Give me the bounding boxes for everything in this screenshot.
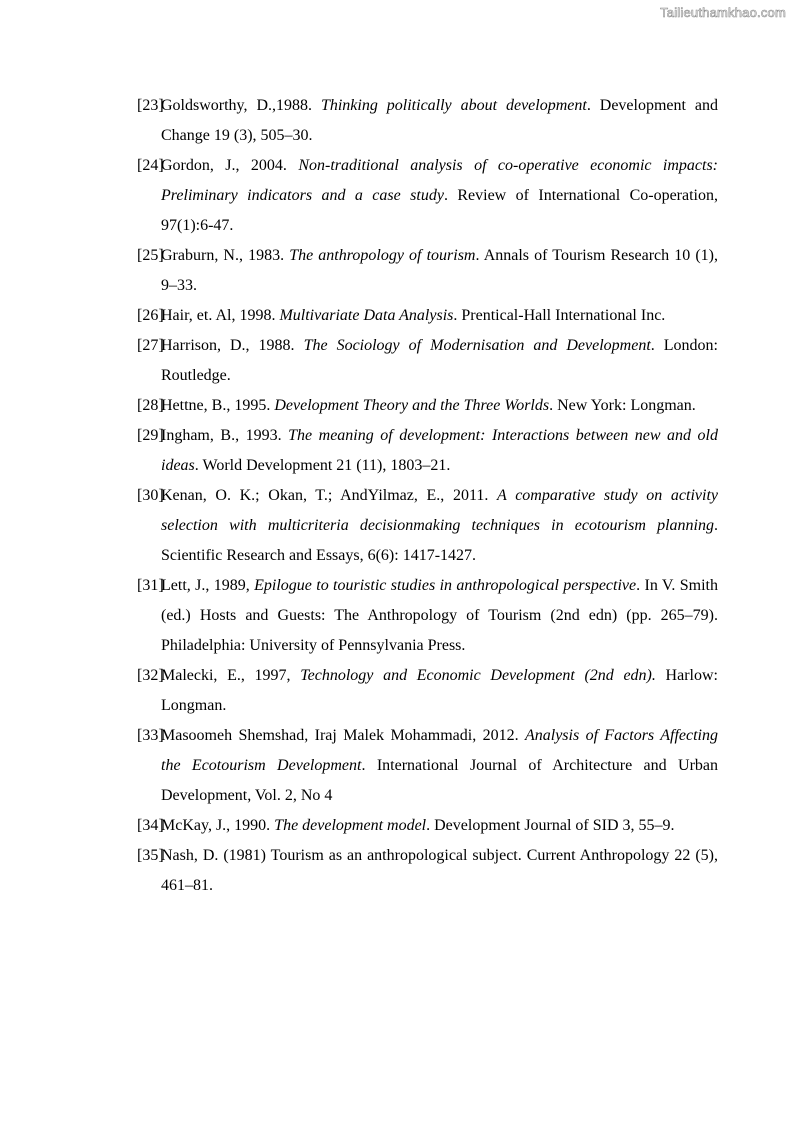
reference-source: . Scientific Research and Essays, 6(6): 1417-1427.: [161, 517, 718, 564]
reference-title: The Sociology of Modernisation and Development: [303, 337, 651, 354]
reference-source: . Development and Change 19 (3), 505–30.: [161, 97, 718, 144]
reference-number: [23]: [137, 97, 164, 114]
reference-title: The anthropology of tourism: [289, 247, 476, 264]
reference-authors: Hettne, B., 1995.: [161, 397, 275, 414]
reference-authors: Masoomeh Shemshad, Iraj Malek Mohammadi, 2012.: [161, 727, 525, 744]
reference-number: [33]: [137, 727, 164, 744]
reference-number: [25]: [137, 247, 164, 264]
reference-title: Multivariate Data Analysis: [279, 307, 454, 324]
reference-authors: Nash, D. (1981) Tourism as an anthropological subject. Current Anthropology 22 (5), 461–81.: [161, 847, 718, 894]
reference-item-23: [137, 91, 718, 151]
reference-list: [137, 91, 718, 901]
reference-title: Development Theory and the Three Worlds: [274, 397, 550, 414]
reference-source: . In V. Smith (ed.) Hosts and Guests: The Anthropology of Tourism (2nd edn) (pp. 265–79). Philadelphia: University of Pennsylvania Press.: [161, 577, 718, 654]
reference-title: Technology and Economic Development (2nd edn).: [300, 667, 656, 684]
reference-number: [30]: [137, 487, 164, 504]
reference-title: Epilogue to touristic studies in anthropological perspective: [254, 577, 637, 594]
reference-source: . Review of International Co-operation, 97(1):6-47.: [161, 187, 718, 234]
reference-item-26: [137, 301, 718, 331]
reference-source: Harlow: Longman.: [161, 667, 718, 714]
reference-number: [32]: [137, 667, 164, 684]
reference-authors: Malecki, E., 1997,: [161, 667, 301, 684]
reference-item-29: [137, 421, 718, 481]
reference-item-30: [137, 481, 718, 571]
reference-item-25: [137, 241, 718, 301]
reference-authors: Graburn, N., 1983.: [161, 247, 290, 264]
reference-authors: Lett, J., 1989,: [161, 577, 255, 594]
reference-title: Analysis of Factors Affecting the Ecotourism Development: [161, 727, 718, 774]
reference-title: A comparative study on activity selection with multicriteria decisionmaking techniques in ecotourism planning: [161, 487, 718, 534]
reference-item-34: [137, 811, 718, 841]
reference-item-32: [137, 661, 718, 721]
reference-authors: Hair, et. Al, 1998.: [161, 307, 280, 324]
reference-authors: Kenan, O. K.; Okan, T.; AndYilmaz, E., 2011.: [161, 487, 498, 504]
reference-number: [29]: [137, 427, 164, 444]
reference-item-35: [137, 841, 718, 901]
reference-number: [26]: [137, 307, 164, 324]
reference-item-33: [137, 721, 718, 811]
reference-source: . International Journal of Architecture and Urban Development, Vol. 2, No 4: [161, 757, 718, 804]
reference-authors: Ingham, B., 1993.: [161, 427, 289, 444]
reference-number: [27]: [137, 337, 164, 354]
reference-source: . World Development 21 (11), 1803–21.: [194, 457, 451, 474]
reference-authors: Gordon, J., 2004.: [161, 157, 299, 174]
reference-source: . Annals of Tourism Research 10 (1), 9–33.: [161, 247, 719, 294]
reference-number: [35]: [137, 847, 164, 864]
reference-title: Thinking politically about development: [320, 97, 587, 114]
reference-item-24: [137, 151, 718, 241]
reference-authors: McKay, J., 1990.: [161, 817, 275, 834]
reference-source: . London: Routledge.: [161, 337, 718, 384]
reference-title: The development model: [274, 817, 427, 834]
reference-number: [28]: [137, 397, 164, 414]
reference-title: Non-traditional analysis of co-operative economic impacts: Preliminary indicators and a case study: [161, 157, 718, 204]
watermark-text: Tailieuthamkhao.com: [660, 5, 786, 20]
reference-source: . New York: Longman.: [549, 397, 696, 414]
reference-item-27: [137, 331, 718, 391]
reference-authors: Goldsworthy, D.,1988.: [161, 97, 321, 114]
reference-number: [34]: [137, 817, 164, 834]
reference-number: [31]: [137, 577, 164, 594]
reference-title: The meaning of development: Interactions between new and old ideas: [161, 427, 719, 474]
reference-item-28: [137, 391, 718, 421]
reference-source: . Development Journal of SID 3, 55–9.: [426, 817, 675, 834]
reference-number: [24]: [137, 157, 164, 174]
reference-item-31: [137, 571, 718, 661]
reference-source: . Prentical-Hall International Inc.: [453, 307, 666, 324]
reference-authors: Harrison, D., 1988.: [161, 337, 304, 354]
